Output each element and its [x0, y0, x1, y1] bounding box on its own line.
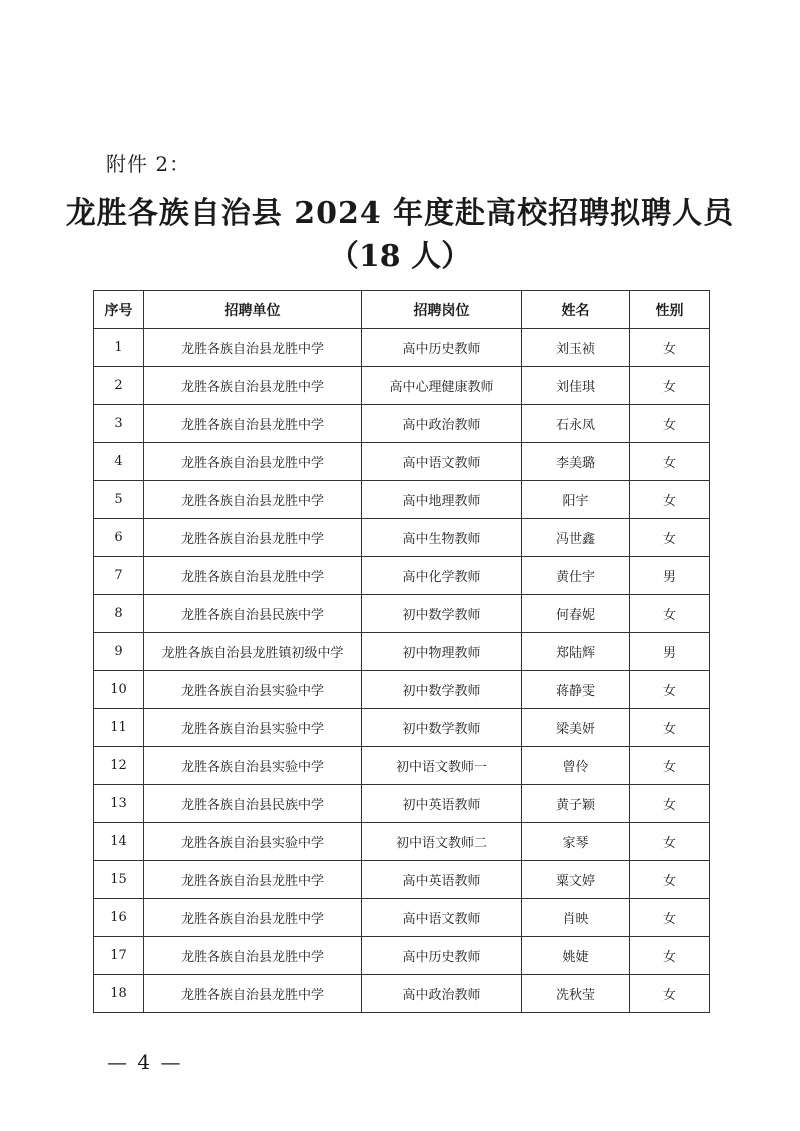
cell-name: 曾伶: [522, 747, 630, 785]
cell-gender: 男: [630, 557, 710, 595]
header-position: 招聘岗位: [362, 291, 522, 329]
table-row: [94, 861, 710, 899]
table-header-row: [94, 291, 710, 329]
cell-position: 初中物理教师: [362, 633, 522, 671]
recruit-table: [93, 290, 710, 1013]
table-row: [94, 443, 710, 481]
cell-gender: 女: [630, 747, 710, 785]
table-row: [94, 747, 710, 785]
cell-position: 高中历史教师: [362, 329, 522, 367]
cell-index: 10: [94, 671, 144, 709]
cell-name: 粟文婷: [522, 861, 630, 899]
table-row: [94, 519, 710, 557]
cell-unit: 龙胜各族自治县龙胜中学: [144, 443, 362, 481]
cell-gender: 男: [630, 633, 710, 671]
cell-position: 高中化学教师: [362, 557, 522, 595]
cell-unit: 龙胜各族自治县实验中学: [144, 671, 362, 709]
cell-name: 冯世鑫: [522, 519, 630, 557]
cell-gender: 女: [630, 899, 710, 937]
cell-unit: 龙胜各族自治县龙胜中学: [144, 861, 362, 899]
table-row: [94, 633, 710, 671]
cell-gender: 女: [630, 481, 710, 519]
cell-gender: 女: [630, 443, 710, 481]
header-unit: 招聘单位: [144, 291, 362, 329]
table-row: [94, 329, 710, 367]
cell-gender: 女: [630, 709, 710, 747]
cell-gender: 女: [630, 405, 710, 443]
cell-index: 4: [94, 443, 144, 481]
cell-gender: 女: [630, 367, 710, 405]
cell-gender: 女: [630, 595, 710, 633]
cell-position: 初中语文教师二: [362, 823, 522, 861]
cell-name: 冼秋莹: [522, 975, 630, 1013]
cell-name: 何春妮: [522, 595, 630, 633]
cell-gender: 女: [630, 671, 710, 709]
attachment-label: 附件 2：: [106, 152, 191, 176]
cell-index: 12: [94, 747, 144, 785]
cell-name: 蒋静雯: [522, 671, 630, 709]
cell-position: 初中英语教师: [362, 785, 522, 823]
cell-position: 初中语文教师一: [362, 747, 522, 785]
cell-index: 8: [94, 595, 144, 633]
cell-gender: 女: [630, 861, 710, 899]
cell-unit: 龙胜各族自治县龙胜中学: [144, 367, 362, 405]
cell-position: 初中数学教师: [362, 671, 522, 709]
cell-unit: 龙胜各族自治县实验中学: [144, 709, 362, 747]
cell-index: 7: [94, 557, 144, 595]
cell-name: 姚婕: [522, 937, 630, 975]
document-title: 龙胜各族自治县 2024 年度赴高校招聘拟聘人员: [65, 196, 735, 231]
header-index: 序号: [94, 291, 144, 329]
cell-name: 肖映: [522, 899, 630, 937]
cell-name: 黄子颖: [522, 785, 630, 823]
cell-name: 黄仕宇: [522, 557, 630, 595]
cell-index: 6: [94, 519, 144, 557]
cell-unit: 龙胜各族自治县龙胜中学: [144, 481, 362, 519]
table-row: [94, 595, 710, 633]
cell-position: 初中数学教师: [362, 595, 522, 633]
cell-index: 11: [94, 709, 144, 747]
table-row: [94, 557, 710, 595]
page-number: — 4 —: [107, 1050, 183, 1074]
cell-unit: 龙胜各族自治县龙胜中学: [144, 519, 362, 557]
cell-gender: 女: [630, 975, 710, 1013]
cell-unit: 龙胜各族自治县龙胜镇初级中学: [144, 633, 362, 671]
cell-index: 1: [94, 329, 144, 367]
cell-unit: 龙胜各族自治县龙胜中学: [144, 975, 362, 1013]
cell-index: 9: [94, 633, 144, 671]
cell-position: 初中数学教师: [362, 709, 522, 747]
cell-gender: 女: [630, 519, 710, 557]
cell-gender: 女: [630, 823, 710, 861]
document-subtitle: （18 人）: [328, 239, 472, 274]
cell-position: 高中语文教师: [362, 899, 522, 937]
table-row: [94, 899, 710, 937]
header-gender: 性别: [630, 291, 710, 329]
cell-name: 石永凤: [522, 405, 630, 443]
cell-index: 14: [94, 823, 144, 861]
cell-position: 高中政治教师: [362, 405, 522, 443]
table-row: [94, 367, 710, 405]
cell-unit: 龙胜各族自治县龙胜中学: [144, 899, 362, 937]
cell-name: 刘玉祯: [522, 329, 630, 367]
cell-position: 高中历史教师: [362, 937, 522, 975]
cell-unit: 龙胜各族自治县龙胜中学: [144, 557, 362, 595]
table-row: [94, 975, 710, 1013]
cell-name: 梁美妍: [522, 709, 630, 747]
cell-position: 高中英语教师: [362, 861, 522, 899]
cell-index: 18: [94, 975, 144, 1013]
cell-unit: 龙胜各族自治县民族中学: [144, 595, 362, 633]
cell-name: 刘佳琪: [522, 367, 630, 405]
cell-unit: 龙胜各族自治县民族中学: [144, 785, 362, 823]
table-row: [94, 481, 710, 519]
table-row: [94, 709, 710, 747]
cell-index: 16: [94, 899, 144, 937]
cell-name: 家琴: [522, 823, 630, 861]
cell-position: 高中政治教师: [362, 975, 522, 1013]
table-row: [94, 405, 710, 443]
cell-unit: 龙胜各族自治县实验中学: [144, 823, 362, 861]
table-row: [94, 785, 710, 823]
cell-index: 5: [94, 481, 144, 519]
cell-position: 高中语文教师: [362, 443, 522, 481]
cell-position: 高中心理健康教师: [362, 367, 522, 405]
cell-position: 高中生物教师: [362, 519, 522, 557]
cell-position: 高中地理教师: [362, 481, 522, 519]
cell-index: 13: [94, 785, 144, 823]
cell-unit: 龙胜各族自治县实验中学: [144, 747, 362, 785]
header-name: 姓名: [522, 291, 630, 329]
cell-unit: 龙胜各族自治县龙胜中学: [144, 937, 362, 975]
cell-index: 2: [94, 367, 144, 405]
cell-index: 17: [94, 937, 144, 975]
cell-gender: 女: [630, 785, 710, 823]
cell-gender: 女: [630, 329, 710, 367]
cell-unit: 龙胜各族自治县龙胜中学: [144, 329, 362, 367]
cell-gender: 女: [630, 937, 710, 975]
table-row: [94, 671, 710, 709]
cell-name: 阳宇: [522, 481, 630, 519]
cell-index: 15: [94, 861, 144, 899]
cell-unit: 龙胜各族自治县龙胜中学: [144, 405, 362, 443]
table-row: [94, 937, 710, 975]
table-row: [94, 823, 710, 861]
cell-name: 李美璐: [522, 443, 630, 481]
cell-name: 郑陆辉: [522, 633, 630, 671]
cell-index: 3: [94, 405, 144, 443]
